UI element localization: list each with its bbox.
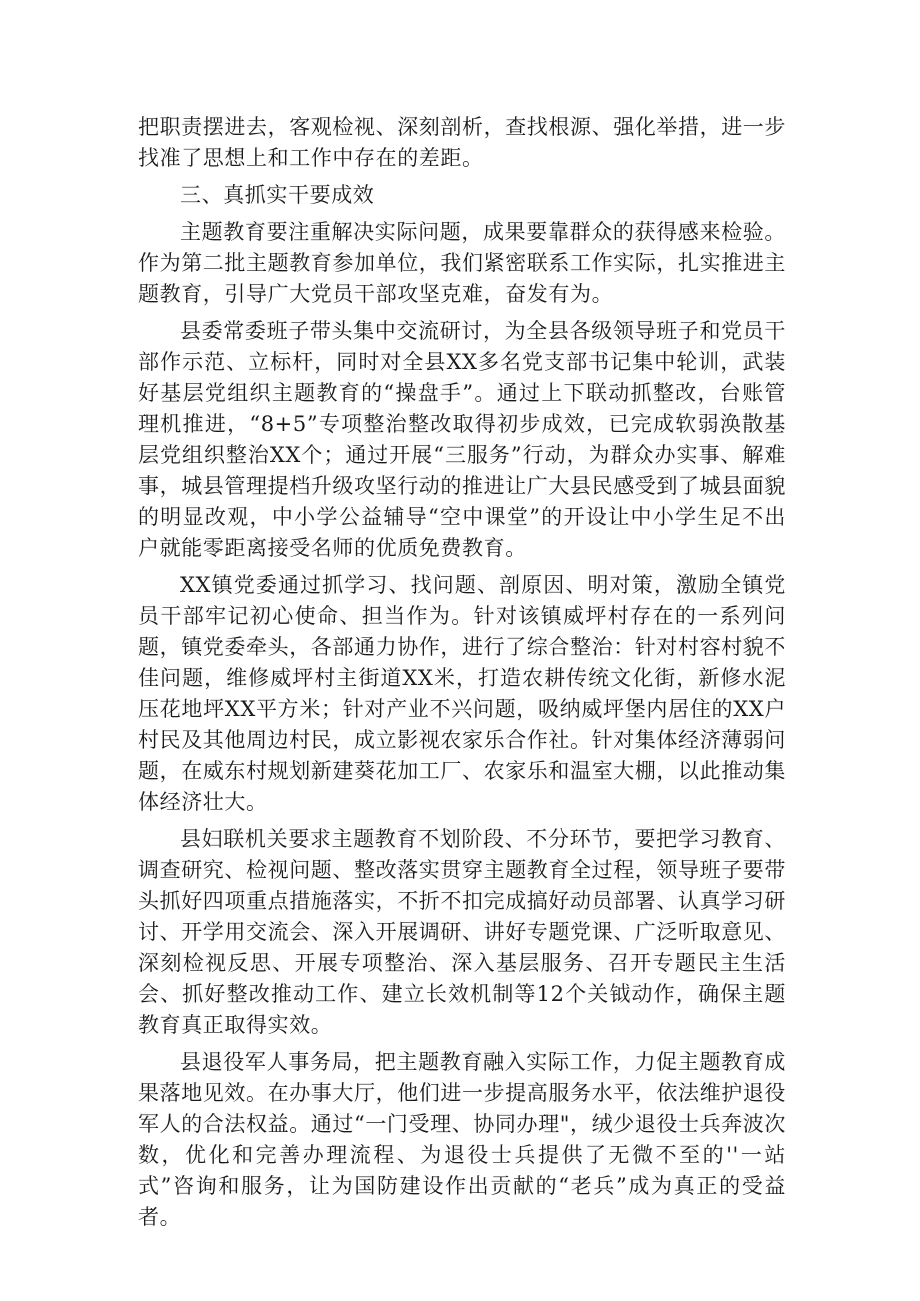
section-heading: 三、真抓实干要成效 (180, 183, 375, 207)
paragraph-continuation: 把职责摆进去，客观检视、深刻剖析，查找根源、强化举措，进一步找准了思想上和工作中存在的差距。 (138, 115, 786, 170)
paragraph-veterans-bureau: 县退役军人事务局，把主题教育融入实际工作，力促主题教育成果落地见效。在办事大厅，他们进一步提高服务水平，依法维护退役军人的合法权益。通过“一门受理、协同办理"，绒少退役士兵奔波次数，优化和完善办理流程、为退役士兵提供了无微不至的''一站式”咨询和服务，让为国防建设作出贡献的“老兵”成为真正的受益者。 (138, 1050, 786, 1229)
paragraph-womens-federation: 县妇联机关要求主题教育不划阶段、不分环节，要把学习教育、调查研究、检视问题、整改落实贯穿主题教育全过程，领导班子要带头抓好四项重点措施落实，不折不扣完成搞好动员部署、认真学习研讨、开学用交流会、深入开展调研、讲好专题党课、广泛听取意见、深刻检视反思、开展专项整治、深入基层服务、召开专题民主生活会、抓好整改推动工作、建立长效机制等12个关钺动作，确保主题教育真正取得实效。 (138, 827, 786, 1037)
document-body (138, 112, 786, 1239)
paragraph-town-committee: XX镇党委通过抓学习、找问题、剖原因、明对策，激励全镇党员干部牢记初心使命、担当作为。针对该镇威坪村存在的一系列问题，镇党委牵头，各部通力协作，进行了综合整治：针对村容村貌不佳问题，维修威坪村主街道XX米，打造农耕传统文化街，新修水泥压花地坪XX平方米；针对产业不兴问题，吸纳威坪堡内居住的XX户村民及其他周边村民，成立影视农家乐合作社。针对集体经济薄弱问题，在威东村规划新建葵花加工厂、农家乐和温室大棚，以此推动集体经济壮大。 (138, 573, 786, 814)
paragraph-intro: 主题教育要注重解决实际问题，成果要靠群众的获得感来检验。作为第二批主题教育参加单位，我们紧密联系工作实际，扎实推进主题教育，引导广大党员干部攻坚克难，奋发有为。 (138, 220, 786, 306)
paragraph-county-committee: 县委常委班子带头集中交流研讨，为全县各级领导班子和党员干部作示范、立标杆，同时对全县XX多名党支部书记集中轮训，武装好基层党组织主题教育的“操盘手”。通过上下联动抓整改，台账管理机推进，“8+5”专项整治整改取得初步成效，已完成软弱涣散基层党组织整治XX个；通过开展“三服务”行动，为群众办实事、解难事，城县管理提档升级攻坚行动的推进让广大县民感受到了城县面貌的明显改观，中小学公益辅导“空中课堂”的开设让中小学生足不出户就能零距离接受名师的优质免费教育。 (138, 319, 786, 560)
